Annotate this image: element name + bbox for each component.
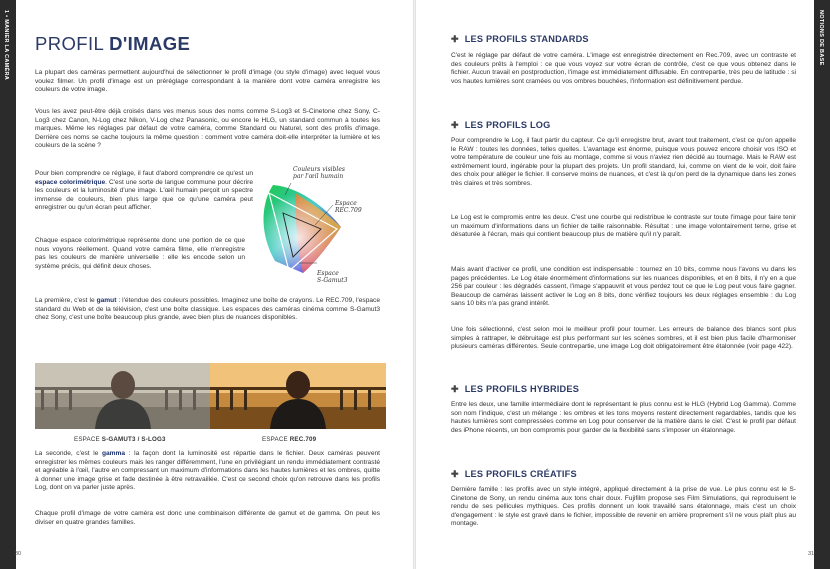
rec709-label-line2: REC.709 (335, 207, 362, 214)
caption-rec709 (262, 436, 316, 443)
heading-standard-bold: PROFILS STANDARDS (485, 34, 589, 44)
gamut-diagram (255, 163, 375, 288)
caption-rec709-bold: REC.709 (289, 436, 317, 443)
title-bold: D'IMAGE (109, 33, 191, 54)
heading-hybrid-profiles (451, 384, 579, 395)
log-paragraph-1: Pour comprendre le Log, il faut partir du capteur. Ce qu'il enregistre brut, avant tout traitement, c'est ce qu'on appelle le RAW : toutes les données, telles quelles. L'avantage est énorme, puisque vous pouvez encore choisir vos ISO et votre température de couleur une fois au montage, comme si vous n'aviez rien décidé au tournage. Mais le RAW est extrêmement lourd, ingérable pour la plupart des projets. Un profil standard, lui, comme on vient de le voir, doit faire des choix pour alléger le fichier. Il conserve moins de nuances, et c'est là qu'on perd de la dynamique dans les zones très claires et très sombres. (451, 137, 796, 187)
chapter-tab-label: 1 • MANIER LA CAMÉRA (3, 10, 9, 81)
heading-creative-profiles (451, 469, 577, 480)
photo-rec709 (210, 363, 386, 429)
colorspace-text-b: . C'est une sorte de langue commune pour décrire les couleurs et la luminosité d'une image. L'œil humain perçoit un spectre immense de couleurs, bien plus large que ce qu'une caméra peut enregistrer ou qu'un écran peut afficher. (35, 178, 253, 212)
sgamut-label-line2: S-Gamut3 (317, 277, 348, 284)
heading-creative-light: LES (464, 469, 486, 479)
colorspace-term: espace colorimétrique (35, 178, 106, 186)
plus-icon: ✚ (451, 469, 459, 479)
gamma-text-b: : la façon dont la luminosité est répartie dans le fichier. Deux caméras peuvent enregistrer les mêmes couleurs mais les ranger différemment, l'une en privilégiant un rendu immédiatement contrasté et agréable à l'œil, l'autre en compressant un maximum d'informations dans les hautes lumières et les ombres, quitte à donner une image grise et fade destinée à être retravaillée. C'est ce second choix qu'on retrouve dans les profils Log, dont on va parler juste après. (35, 450, 380, 492)
profiles-paragraph: Vous les avez peut-être déjà croisés dans ves menus sous des noms comme S-Log3 et S-Cinetone chez Sony, C-Log3 chez Canon, N-Log chez Nikon, V-Log chez Panasonic, ou encore le HLG, un standard commun à toutes les marques. Même les réglages par défaut de votre caméra, comme Standard ou Naturel, sont des profils d'image. Derrière ces noms se cache toujours la même question : comment votre caméra doit-elle interpréter la lumière et les couleurs de la scène ? (35, 108, 380, 150)
heading-log-light: LES (464, 120, 486, 130)
colorspace-paragraph (35, 170, 253, 213)
standard-profiles-paragraph: C'est le réglage par défaut de votre caméra. L'image est enregistrée directement en Rec.709, avec un contraste et des couleurs prêts à l'emploi : ce que vous voyez sur votre écran de contrôle, c'est ce que vous obtenez dans le fichier. Aucun travail en postproduction, l'image est immédiatement diffusable. En contrepartie, très peu de latitude : si vos hautes lumières sont cramées ou vos ombres bouchées, l'information est définitivement perdue. (451, 52, 796, 85)
page-number-left: 30 (15, 551, 22, 557)
eye-label-line2: par l'œil humain (293, 173, 344, 180)
heading-hybrid-light: LES (464, 384, 486, 394)
left-page (0, 0, 414, 569)
gamut-text-b: : l'étendue des couleurs possibles. Imaginez une boîte de crayons. Le REC.709, l'espace standard du Web et de la télévision, c'est une boîte classique. Les espaces des caméras cinéma comme S-Gamut3 chez Sony, c'est une boîte beaucoup plus grande, avec bien plus de nuances disponibles. (35, 297, 381, 322)
gamut-term: gamut (96, 297, 117, 304)
heading-hybrid-bold: PROFILS HYBRIDES (485, 384, 580, 394)
section-tab-label: NOTIONS DE BASE (818, 10, 824, 66)
intro-paragraph: La plupart des caméras permettent aujourd'hui de sélectionner le profil d'image (ou style d'image) avec lequel vous voulez filmer. Un profil d'image est un préréglage correspondant à la manière dont votre caméra enregistre les couleurs de votre image. (35, 69, 380, 94)
gamma-text-a: La seconde, c'est le (35, 450, 102, 457)
title-light: PROFIL (35, 33, 110, 54)
caption-slog3-prefix: ESPACE (74, 436, 102, 443)
log-paragraph-3: Mais avant d'activer ce profil, une condition est indispensable : tournez en 10 bits, comme nous l'avons vu dans les pages précédentes. Le Log étale énormément d'informations sur les nuances disponibles, et en 8 bits, il n'y en a que 256 par couleur : les dégradés cassent, l'image s'appauvrit et vous perdez tout ce que le Log peut vous faire gagner. Beaucoup de caméras laissent activer le Log en 8 bits, donc vérifiez toujours les deux réglages ensemble : du Log sans 10 bits n'a pas grand intérêt. (451, 266, 796, 308)
chapter-tab (0, 0, 16, 569)
section-tab (814, 0, 830, 569)
rec709-label-line1: Espace (335, 200, 357, 207)
heading-standard-profiles (451, 34, 589, 45)
heading-creative-bold: PROFILS CRÉATIFS (485, 469, 577, 479)
page-title (35, 33, 190, 55)
plus-icon: ✚ (451, 384, 459, 394)
log-paragraph-4: Une fois sélectionné, c'est selon moi le meilleur profil pour tourner. Les erreurs de balance des blancs sont plus simples à rattraper, le débruitage est plus performant sur les scènes sombres, et il est bien plus facile d'harmoniser plusieurs caméras différentes. Seule contrepartie, une image Log doit obligatoirement être étalonnée (voir page 422). (451, 326, 796, 351)
heading-log-bold: PROFILS LOG (485, 120, 551, 130)
gamma-term: gamma (101, 450, 126, 457)
colorspace-text-a: Pour bien comprendre ce réglage, il faut d'abord comprendre ce qu'est un (35, 170, 253, 177)
heading-standard-light: LES (464, 34, 486, 44)
plus-icon: ✚ (451, 34, 459, 44)
photo-slog3 (35, 363, 211, 429)
conclusion-paragraph: Chaque profil d'image de votre caméra est donc une combinaison différente de gamut et de gamma. On peut les diviser en quatre grandes familles. (35, 510, 380, 526)
creative-paragraph: Dernière famille : les profils avec un style intégré, appliqué directement à la prise de vue. Le plus connu est le S-Cinetone de Sony, un rendu cinéma aux tons chair doux. Fujifilm propose ses Film Simulations, qui reproduisent le rendu de ses pellicules mythiques. Ces profils donnent un look travaillé sans étalonnage, mais c'est un choix d'engagement : le style est gravé dans le fichier, impossible de revenir en arrière proprement s'il ne vous plaît plus au montage. (451, 486, 796, 528)
gamut-text-a: La première, c'est le (35, 297, 97, 304)
gamma-paragraph (35, 450, 380, 493)
eye-label-line1: Couleurs visibles (293, 166, 345, 173)
heading-log-profiles (451, 120, 550, 131)
gamut-paragraph (35, 297, 380, 323)
plus-icon: ✚ (451, 120, 459, 130)
caption-slog3-bold: S-GAMUT3 / S-LOG3 (101, 436, 166, 443)
caption-rec709-prefix: ESPACE (262, 436, 290, 443)
sgamut-label-line1: Espace (317, 270, 339, 277)
hybrid-paragraph: Entre les deux, une famille intermédiaire dont le représentant le plus connu est le HLG (Hybrid Log Gamma). Comme son nom l'indique, c'est un mélange : les ombres et les tons moyens restent directement regardables, tandis que les hautes lumières sont compressées comme en Log pour conserver de la matière dans le ciel. C'est le profil par défaut des iPhone récents, un bon compromis pour garder de la flexibilité sans s'imposer un étalonnage. (451, 401, 796, 434)
page-number-right: 31 (808, 551, 815, 557)
colorspace-paragraph-2: Chaque espace colorimétrique représente donc une portion de ce que nous voyons réellement. Quand votre caméra filme, elle n'enregistre pas les couleurs de manière universelle : elle les encode selon un système précis, qui définit deux choses. (35, 237, 245, 270)
log-paragraph-2: Le Log est le compromis entre les deux. C'est une courbe qui redistribue le contraste sur toute l'image pour faire tenir un maximum d'informations dans un fichier de taille raisonnable. Résultat : une image volontairement terne, grise et désaturée à l'écran, mais qui contient beaucoup plus de matière qu'il n'y paraît. (451, 214, 796, 239)
caption-slog3 (74, 436, 166, 443)
